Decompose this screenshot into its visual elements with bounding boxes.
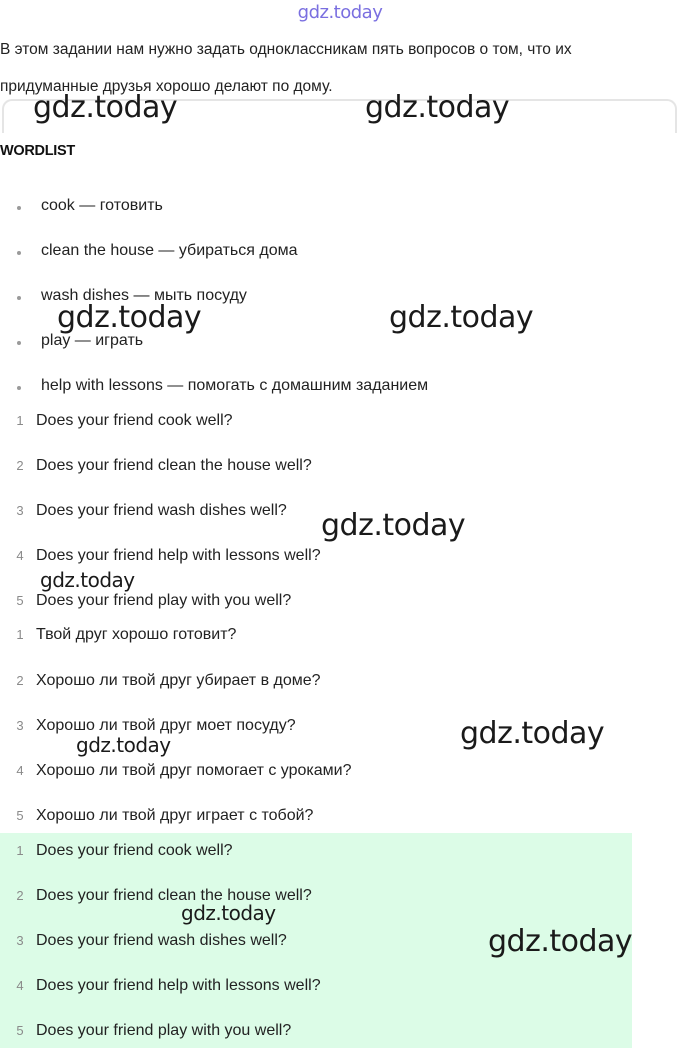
answer-text: Does your friend clean the house well? <box>36 887 312 904</box>
watermark: gdz.today <box>33 90 178 125</box>
answer-text: Does your friend play with you well? <box>36 1022 292 1039</box>
wordlist-title: WORDLIST <box>0 143 75 159</box>
watermark: gdz.today <box>181 901 276 925</box>
bullet-icon <box>17 251 21 255</box>
watermark: gdz.today <box>321 508 466 543</box>
watermark: gdz.today <box>488 924 633 959</box>
answer-number: 4 <box>16 978 24 993</box>
answer-text: Does your friend wash dishes well? <box>36 932 287 949</box>
wordlist-item: help with lessons — помогать с домашним заданием <box>41 377 429 394</box>
watermark: gdz.today <box>40 568 135 592</box>
answer-number: 1 <box>16 843 24 858</box>
answer-number: 3 <box>16 933 24 948</box>
watermark: gdz.today <box>460 716 605 751</box>
question-ru: Хорошо ли твой друг помогает с уроками? <box>36 762 352 779</box>
wordlist-item: play — играть <box>41 332 144 349</box>
translation-number: 1 <box>16 627 24 642</box>
wordlist-item: wash dishes — мыть посуду <box>41 287 247 304</box>
answer-text: Does your friend help with lessons well? <box>36 977 321 994</box>
translation-number: 5 <box>16 808 24 823</box>
question-ru: Хорошо ли твой друг моет посуду? <box>36 717 296 734</box>
wordlist-item: clean the house — убираться дома <box>41 242 298 259</box>
watermark: gdz.today <box>365 90 510 125</box>
question-en: Does your friend clean the house well? <box>36 457 312 474</box>
question-en: Does your friend wash dishes well? <box>36 502 287 519</box>
question-en: Does your friend cook well? <box>36 412 233 429</box>
answer-number: 5 <box>16 1023 24 1038</box>
watermark: gdz.today <box>57 300 202 335</box>
task-description: В этом задании нам нужно задать одноклассникам пять вопросов о том, что их придуманные друзья хорошо делают по дому. <box>0 41 572 95</box>
bullet-icon <box>17 206 21 210</box>
question-en: Does your friend play with you well? <box>36 592 292 609</box>
watermark: gdz.today <box>76 733 171 757</box>
answer-text: Does your friend cook well? <box>36 842 233 859</box>
bullet-icon <box>17 296 21 300</box>
translation-number: 2 <box>16 673 24 688</box>
question-ru: Твой друг хорошо готовит? <box>36 626 237 643</box>
question-number: 1 <box>16 413 24 428</box>
question-number: 3 <box>16 503 24 518</box>
wordlist-item: cook — готовить <box>41 197 163 214</box>
question-number: 4 <box>16 548 24 563</box>
translation-number: 4 <box>16 763 24 778</box>
question-number: 2 <box>16 458 24 473</box>
question-ru: Хорошо ли твой друг убирает в доме? <box>36 672 321 689</box>
watermark: gdz.today <box>389 300 534 335</box>
answer-number: 2 <box>16 888 24 903</box>
site-logo[interactable]: gdz.today <box>297 2 383 23</box>
wordlist-card-border <box>2 99 677 133</box>
bullet-icon <box>17 386 21 390</box>
bullet-icon <box>17 341 21 345</box>
question-ru: Хорошо ли твой друг играет с тобой? <box>36 807 314 824</box>
question-en: Does your friend help with lessons well? <box>36 547 321 564</box>
translation-number: 3 <box>16 718 24 733</box>
question-number: 5 <box>16 593 24 608</box>
